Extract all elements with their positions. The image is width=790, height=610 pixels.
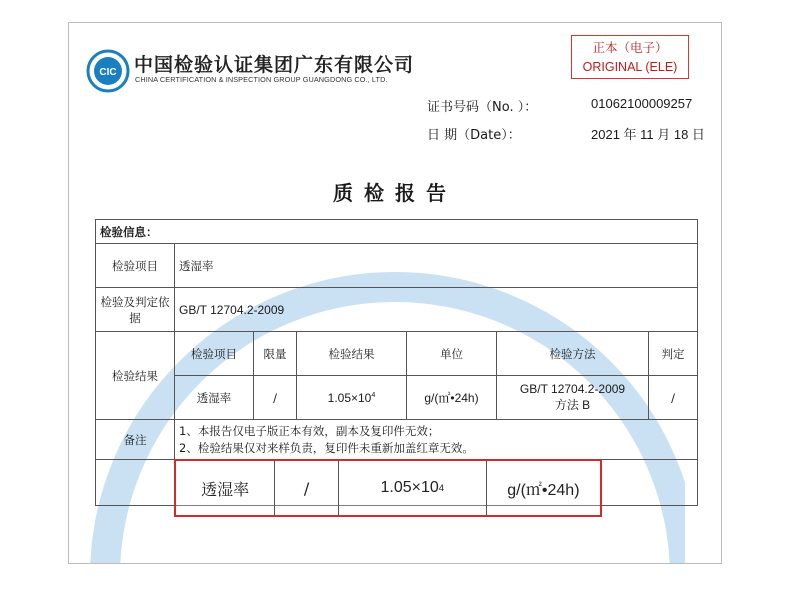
date-value: 2021 年 11 月 18 日 (591, 127, 705, 142)
col-header-unit: 单位 (407, 332, 497, 376)
item-value: 透湿率 (175, 244, 698, 288)
col-header-item: 检验项目 (175, 332, 254, 376)
date-label: 日 期（Date）： (427, 128, 521, 143)
col-header-judgement: 判定 (649, 332, 698, 376)
stamp-line-en: ORIGINAL (ELE) (582, 60, 678, 74)
report-title: 质检报告 (333, 181, 457, 205)
row-limit: / (254, 376, 297, 420)
cert-no-value: 01062100009257 (591, 96, 693, 111)
item-label: 检验项目 (96, 244, 175, 288)
row-unit: g/(㎡•24h) (407, 376, 497, 420)
col-header-result: 检验结果 (297, 332, 407, 376)
info-header: 检验信息： (96, 220, 698, 244)
remarks-cell (175, 420, 698, 460)
results-label: 检验结果 (96, 332, 175, 420)
row-item: 透湿率 (175, 376, 254, 420)
highlight-limit: / (275, 461, 339, 515)
remark-label: 备注 (96, 420, 175, 460)
remark-line-2: 2、检验结果仅对来样负责，复印件未重新加盖红章无效。 (179, 440, 474, 455)
row-method-line1: GB/T 12704.2-2009 (519, 382, 626, 396)
highlight-result-exp: 4 (438, 482, 445, 494)
row-result (297, 376, 407, 420)
remark-line-1: 1、本报告仅电子版正本有效，副本及复印件无效； (179, 423, 440, 438)
company-name-en: CHINA CERTIFICATION & INSPECTION GROUP GUANGDONG CO., LTD. (135, 75, 388, 84)
highlight-item: 透湿率 (176, 461, 275, 515)
col-header-method: 检验方法 (497, 332, 649, 376)
row-judgement: / (649, 376, 698, 420)
highlight-result-base: 1.05×10 (380, 479, 439, 496)
row-method (497, 376, 649, 420)
row-result-exp: 4 (371, 390, 376, 399)
company-name-cn: 中国检验认证集团广东有限公司 (134, 54, 415, 76)
row-result-base: 1.05×10 (327, 391, 372, 405)
basis-value: GB/T 12704.2-2009 (175, 288, 698, 332)
cert-no-label: 证书号码（No. ）： (427, 100, 538, 115)
original-stamp (571, 35, 689, 79)
stamp-line-cn: 正本（电子） (592, 41, 668, 55)
highlight-result (339, 461, 487, 515)
logo-text: CIC (99, 67, 117, 78)
basis-label: 检验及判定依据 (96, 288, 175, 332)
col-header-limit: 限量 (254, 332, 297, 376)
highlight-unit: g/(㎡•24h) (507, 481, 580, 499)
row-method-line2: 方法 B (554, 398, 591, 412)
company-logo-icon (86, 49, 130, 93)
highlight-callout (174, 459, 602, 517)
blank-cell (96, 460, 175, 506)
